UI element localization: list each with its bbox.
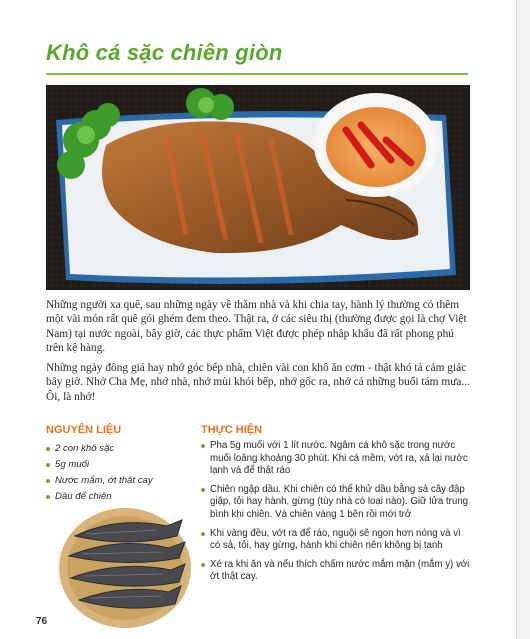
ingredients-heading: NGUYÊN LIỆU <box>46 424 122 436</box>
page-title: Khô cá sặc chiên giòn <box>46 40 283 65</box>
list-item: Pha 5g muối với 1 lít nước. Ngâm cá khô sặc trong nước muối loãng khoảng 30 phút. Khi cá mềm, vớt ra, xả lại nước lạnh và để thật ráo <box>201 440 473 478</box>
fried-fish-plate-photo <box>46 85 470 290</box>
list-item: 2 con khô sặc <box>46 441 186 457</box>
steps-list <box>201 440 473 590</box>
list-item: Dầu để chiên <box>46 489 186 505</box>
list-item: 5g muối <box>46 457 186 473</box>
list-item: Xé ra khi ăn và nếu thích chấm nước mắm mặn (mắm y) với ớt thật cay. <box>201 559 473 584</box>
steps-heading: THỰC HIỆN <box>201 424 263 436</box>
list-item: Chiên ngập dầu. Khi chiên có thể khử dầu bằng sả cây đập giập, tỏi hay hành, gừng (tùy nhà có loại nào). Giữ lửa trung bình khi chiên. Và chiên vàng 1 bên rồi mới trở <box>201 484 473 522</box>
list-item: Nước mắm, ớt thật cay <box>46 473 186 489</box>
ingredients-list <box>46 441 186 505</box>
dried-fish-basket-photo <box>57 506 192 630</box>
page-edge <box>516 0 530 639</box>
intro-paragraph-2: Những ngày đông giá hay nhớ góc bếp nhà, chiên vài con khô ăn cơm - thật khó tả cảm giác bây giờ. Nhớ Cha Mẹ, nhớ nhà, nhớ mùi khói bếp, nhớ gốc ra, nhớ cả những buổi tám mưa... Ôi, là nhớ! <box>46 362 470 403</box>
intro-text <box>46 298 470 410</box>
page-number: 76 <box>36 616 48 627</box>
title-divider <box>46 73 468 75</box>
intro-paragraph-1: Những người xa quê, sau những ngày về thăm nhà và khi chia tay, hành lý thường có thêm một vài món rất quê gói ghém đem theo. Thật ra, ở các siêu thị (thường được gọi là chợ Việt Nam) tại nước ngoài, bây giờ, các thực phẩm Việt được phép nhập khẩu đã rất phong phú trên kệ hàng. <box>46 299 467 354</box>
list-item: Khi vàng đều, vớt ra để ráo, nguội sẽ ngon hơn nóng và vì có sả, tỏi, hay gừng, hành khi chiên nên không bị tanh <box>201 528 473 553</box>
